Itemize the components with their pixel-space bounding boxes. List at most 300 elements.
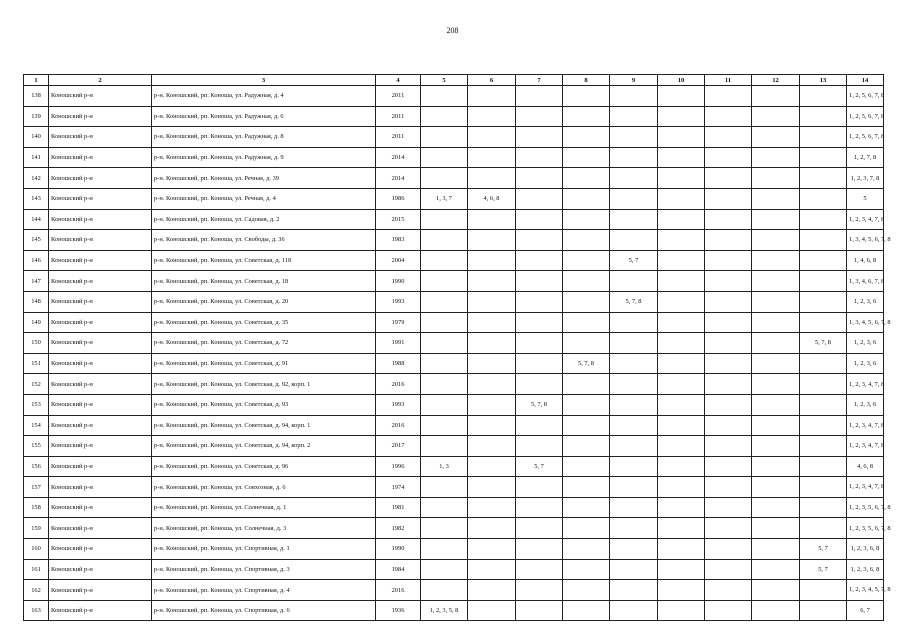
row-number: 158 — [24, 497, 49, 518]
year-cell: 2014 — [376, 147, 421, 168]
col6-cell — [468, 106, 516, 127]
col9-cell — [610, 518, 658, 539]
col5-cell — [421, 86, 468, 107]
col7-cell — [516, 333, 563, 354]
address-cell: р-н. Коношский, рп. Коноша, ул. Советская, д. 118 — [152, 250, 376, 271]
col10-cell — [658, 394, 705, 415]
district-cell: Коношский р-н — [49, 394, 152, 415]
col13-cell — [800, 394, 847, 415]
address-cell: р-н. Коношский, рп. Коноша, ул. Советская, д. 72 — [152, 333, 376, 354]
year-cell: 1986 — [376, 188, 421, 209]
col5-cell — [421, 333, 468, 354]
col7-cell: 5, 7 — [516, 456, 563, 477]
col8-cell — [563, 188, 610, 209]
column-header-4: 4 — [376, 75, 421, 86]
col6-cell — [468, 539, 516, 560]
col10-cell — [658, 271, 705, 292]
col6-cell — [468, 250, 516, 271]
col10-cell — [658, 86, 705, 107]
row-number: 162 — [24, 580, 49, 601]
col5-cell — [421, 477, 468, 498]
col7-cell — [516, 353, 563, 374]
district-cell: Коношский р-н — [49, 312, 152, 333]
col14-cell: 1, 2, 3, 4, 7, 8 — [847, 477, 884, 498]
col11-cell — [705, 127, 752, 148]
address-cell: р-н. Коношский, рп. Коноша, ул. Советская, д. 35 — [152, 312, 376, 333]
row-number: 152 — [24, 374, 49, 395]
col9-cell — [610, 333, 658, 354]
table-row — [24, 127, 884, 148]
year-cell: 1993 — [376, 291, 421, 312]
col5-cell — [421, 580, 468, 601]
col5-cell — [421, 106, 468, 127]
address-cell: р-н. Коношский, рп. Коноша, ул. Советская, д. 20 — [152, 291, 376, 312]
col13-cell — [800, 415, 847, 436]
col13-cell — [800, 106, 847, 127]
col11-cell — [705, 394, 752, 415]
col14-cell: 1, 3, 4, 6, 7, 8 — [847, 271, 884, 292]
col9-cell — [610, 209, 658, 230]
col11-cell — [705, 415, 752, 436]
col8-cell — [563, 600, 610, 621]
row-number: 161 — [24, 559, 49, 580]
col8-cell — [563, 271, 610, 292]
year-cell: 1981 — [376, 497, 421, 518]
col10-cell — [658, 209, 705, 230]
col7-cell: 5, 7, 8 — [516, 394, 563, 415]
col13-cell — [800, 86, 847, 107]
year-cell: 2016 — [376, 415, 421, 436]
col5-cell — [421, 230, 468, 251]
row-number: 160 — [24, 539, 49, 560]
col10-cell — [658, 106, 705, 127]
address-cell: р-н. Коношский, рп. Коноша, ул. Радужная, д. 9 — [152, 147, 376, 168]
year-cell: 2016 — [376, 580, 421, 601]
address-cell: р-н. Коношский, рп. Коноша, ул. Спортивная, д. 1 — [152, 539, 376, 560]
col7-cell — [516, 127, 563, 148]
col13-cell — [800, 188, 847, 209]
col14-cell: 6, 7 — [847, 600, 884, 621]
year-cell: 1936 — [376, 600, 421, 621]
col5-cell — [421, 353, 468, 374]
col8-cell — [563, 250, 610, 271]
col7-cell — [516, 559, 563, 580]
col10-cell — [658, 250, 705, 271]
col12-cell — [752, 539, 800, 560]
year-cell: 2011 — [376, 86, 421, 107]
col5-cell: 1, 3, 7 — [421, 188, 468, 209]
col10-cell — [658, 580, 705, 601]
col9-cell — [610, 127, 658, 148]
table-row — [24, 271, 884, 292]
col11-cell — [705, 209, 752, 230]
district-cell: Коношский р-н — [49, 333, 152, 354]
col12-cell — [752, 559, 800, 580]
col13-cell — [800, 580, 847, 601]
col8-cell — [563, 106, 610, 127]
col14-cell: 1, 2, 3, 6, 8 — [847, 559, 884, 580]
table-row — [24, 291, 884, 312]
col6-cell — [468, 415, 516, 436]
col11-cell — [705, 86, 752, 107]
row-number: 145 — [24, 230, 49, 251]
page-number: 208 — [446, 26, 459, 35]
col5-cell — [421, 127, 468, 148]
col13-cell: 5, 7 — [800, 539, 847, 560]
year-cell: 2016 — [376, 374, 421, 395]
col11-cell — [705, 518, 752, 539]
col6-cell — [468, 209, 516, 230]
col5-cell — [421, 374, 468, 395]
col8-cell — [563, 415, 610, 436]
col5-cell — [421, 147, 468, 168]
col10-cell — [658, 312, 705, 333]
row-number: 148 — [24, 291, 49, 312]
district-cell: Коношский р-н — [49, 209, 152, 230]
col12-cell — [752, 291, 800, 312]
year-cell: 1983 — [376, 230, 421, 251]
col12-cell — [752, 250, 800, 271]
col10-cell — [658, 147, 705, 168]
row-number: 151 — [24, 353, 49, 374]
col6-cell — [468, 456, 516, 477]
row-number: 149 — [24, 312, 49, 333]
col12-cell — [752, 600, 800, 621]
col10-cell — [658, 333, 705, 354]
table-row — [24, 580, 884, 601]
col5-cell — [421, 168, 468, 189]
col7-cell — [516, 291, 563, 312]
district-cell: Коношский р-н — [49, 127, 152, 148]
col11-cell — [705, 147, 752, 168]
col14-cell: 1, 2, 3, 6 — [847, 333, 884, 354]
col7-cell — [516, 168, 563, 189]
col7-cell — [516, 86, 563, 107]
address-cell: р-н. Коношский, рп. Коноша, ул. Радужная, д. 8 — [152, 127, 376, 148]
col8-cell — [563, 168, 610, 189]
year-cell: 1974 — [376, 477, 421, 498]
col13-cell — [800, 147, 847, 168]
table-row — [24, 600, 884, 621]
col8-cell — [563, 230, 610, 251]
col10-cell — [658, 230, 705, 251]
table-body — [24, 86, 891, 621]
col9-cell — [610, 168, 658, 189]
col6-cell: 4, 6, 8 — [468, 188, 516, 209]
table-row — [24, 456, 884, 477]
col7-cell — [516, 147, 563, 168]
year-cell: 2004 — [376, 250, 421, 271]
district-cell: Коношский р-н — [49, 497, 152, 518]
district-cell: Коношский р-н — [49, 436, 152, 457]
col5-cell — [421, 436, 468, 457]
address-cell: р-н. Коношский, рп. Коноша, ул. Речная, д. 4 — [152, 188, 376, 209]
col10-cell — [658, 559, 705, 580]
district-cell: Коношский р-н — [49, 291, 152, 312]
table-row — [24, 394, 884, 415]
col12-cell — [752, 436, 800, 457]
col12-cell — [752, 86, 800, 107]
column-header-2: 2 — [49, 75, 152, 86]
col13-cell — [800, 250, 847, 271]
col14-cell: 1, 2, 3, 5, 6, 7, 8 — [847, 497, 884, 518]
table-row — [24, 374, 884, 395]
address-cell: р-н. Коношский, рп. Коноша, ул. Солнечная, д. 3 — [152, 518, 376, 539]
col12-cell — [752, 394, 800, 415]
col8-cell — [563, 147, 610, 168]
col12-cell — [752, 415, 800, 436]
row-number: 140 — [24, 127, 49, 148]
col10-cell — [658, 188, 705, 209]
col12-cell — [752, 497, 800, 518]
col12-cell — [752, 106, 800, 127]
col5-cell — [421, 291, 468, 312]
col8-cell — [563, 394, 610, 415]
district-cell: Коношский р-н — [49, 168, 152, 189]
column-header-1: 1 — [24, 75, 49, 86]
col13-cell: 5, 7, 8 — [800, 333, 847, 354]
row-number: 141 — [24, 147, 49, 168]
col9-cell — [610, 497, 658, 518]
col11-cell — [705, 436, 752, 457]
address-cell: р-н. Коношский, рп. Коноша, ул. Советская, д. 92, корп. 1 — [152, 374, 376, 395]
col10-cell — [658, 600, 705, 621]
col11-cell — [705, 250, 752, 271]
col11-cell — [705, 456, 752, 477]
col8-cell — [563, 333, 610, 354]
col11-cell — [705, 477, 752, 498]
col12-cell — [752, 188, 800, 209]
row-number: 139 — [24, 106, 49, 127]
table-row — [24, 250, 884, 271]
col13-cell — [800, 477, 847, 498]
col9-cell — [610, 539, 658, 560]
col11-cell — [705, 353, 752, 374]
col10-cell — [658, 127, 705, 148]
col12-cell — [752, 477, 800, 498]
col8-cell — [563, 580, 610, 601]
col11-cell — [705, 230, 752, 251]
col8-cell — [563, 312, 610, 333]
col9-cell — [610, 559, 658, 580]
col12-cell — [752, 353, 800, 374]
column-header-13: 13 — [800, 75, 847, 86]
district-cell: Коношский р-н — [49, 188, 152, 209]
column-header-6: 6 — [468, 75, 516, 86]
year-cell: 2015 — [376, 209, 421, 230]
year-cell: 1990 — [376, 539, 421, 560]
col5-cell — [421, 312, 468, 333]
col8-cell — [563, 209, 610, 230]
column-header-5: 5 — [421, 75, 468, 86]
col7-cell — [516, 209, 563, 230]
col12-cell — [752, 168, 800, 189]
col5-cell — [421, 209, 468, 230]
col5-cell — [421, 539, 468, 560]
district-cell: Коношский р-н — [49, 415, 152, 436]
district-cell: Коношский р-н — [49, 106, 152, 127]
col9-cell — [610, 353, 658, 374]
row-number: 153 — [24, 394, 49, 415]
col13-cell — [800, 230, 847, 251]
col14-cell: 1, 2, 3, 4, 7, 8 — [847, 374, 884, 395]
col7-cell — [516, 230, 563, 251]
col8-cell — [563, 436, 610, 457]
row-number: 156 — [24, 456, 49, 477]
address-cell: р-н. Коношский, рп. Коноша, ул. Советская, д. 93 — [152, 394, 376, 415]
col14-cell: 1, 3, 4, 5, 6, 7, 8 — [847, 312, 884, 333]
col14-cell: 4, 6, 8 — [847, 456, 884, 477]
col11-cell — [705, 600, 752, 621]
table-row — [24, 559, 884, 580]
address-cell: р-н. Коношский, рп. Коноша, ул. Советская, д. 94, корп. 1 — [152, 415, 376, 436]
district-cell: Коношский р-н — [49, 86, 152, 107]
col8-cell — [563, 127, 610, 148]
col7-cell — [516, 271, 563, 292]
col9-cell — [610, 147, 658, 168]
col12-cell — [752, 230, 800, 251]
address-cell: р-н. Коношский, рп. Коноша, ул. Спортивная, д. 4 — [152, 580, 376, 601]
col13-cell — [800, 291, 847, 312]
col5-cell — [421, 271, 468, 292]
col7-cell — [516, 580, 563, 601]
address-cell: р-н. Коношский, рп. Коноша, ул. Спортивная, д. 6 — [152, 600, 376, 621]
col14-cell: 1, 2, 3, 6 — [847, 291, 884, 312]
col12-cell — [752, 333, 800, 354]
col7-cell — [516, 600, 563, 621]
col5-cell — [421, 518, 468, 539]
address-cell: р-н. Коношский, рп. Коноша, ул. Советская, д. 94, корп. 2 — [152, 436, 376, 457]
col6-cell — [468, 477, 516, 498]
col8-cell — [563, 497, 610, 518]
col6-cell — [468, 291, 516, 312]
column-header-8: 8 — [563, 75, 610, 86]
col14-cell: 1, 3, 4, 5, 6, 7, 8 — [847, 230, 884, 251]
year-cell: 1991 — [376, 333, 421, 354]
year-cell: 1988 — [376, 353, 421, 374]
row-number: 147 — [24, 271, 49, 292]
address-cell: р-н. Коношский, рп. Коноша, ул. Садовая, д. 2 — [152, 209, 376, 230]
col8-cell — [563, 559, 610, 580]
col9-cell — [610, 312, 658, 333]
col8-cell — [563, 518, 610, 539]
year-cell: 1990 — [376, 271, 421, 292]
table-row — [24, 86, 884, 107]
column-header-14: 14 — [847, 75, 884, 86]
col13-cell — [800, 600, 847, 621]
col6-cell — [468, 518, 516, 539]
table-row — [24, 147, 884, 168]
table-row — [24, 230, 884, 251]
col7-cell — [516, 415, 563, 436]
col6-cell — [468, 230, 516, 251]
col11-cell — [705, 106, 752, 127]
col9-cell — [610, 580, 658, 601]
table-row — [24, 209, 884, 230]
col12-cell — [752, 580, 800, 601]
year-cell: 2017 — [376, 436, 421, 457]
table-row — [24, 188, 884, 209]
table-row — [24, 333, 884, 354]
col14-cell: 1, 2, 5, 6, 7, 8 — [847, 86, 884, 107]
col14-cell: 1, 2, 3, 4, 7, 8 — [847, 436, 884, 457]
col13-cell: 5, 7 — [800, 559, 847, 580]
col13-cell — [800, 127, 847, 148]
col6-cell — [468, 127, 516, 148]
col7-cell — [516, 518, 563, 539]
col10-cell — [658, 497, 705, 518]
col8-cell — [563, 291, 610, 312]
table-row — [24, 415, 884, 436]
col8-cell — [563, 539, 610, 560]
col12-cell — [752, 127, 800, 148]
col10-cell — [658, 436, 705, 457]
col11-cell — [705, 312, 752, 333]
column-header-3: 3 — [152, 75, 376, 86]
col11-cell — [705, 271, 752, 292]
address-cell: р-н. Коношский, рп. Коноша, ул. Солнечная, д. 1 — [152, 497, 376, 518]
row-number: 138 — [24, 86, 49, 107]
col9-cell — [610, 374, 658, 395]
district-cell: Коношский р-н — [49, 477, 152, 498]
col6-cell — [468, 312, 516, 333]
address-cell: р-н. Коношский, рп. Коноша, ул. Советская, д. 18 — [152, 271, 376, 292]
col6-cell — [468, 147, 516, 168]
year-cell: 1979 — [376, 312, 421, 333]
col6-cell — [468, 497, 516, 518]
col14-cell: 1, 2, 3, 6 — [847, 394, 884, 415]
col14-cell: 1, 2, 5, 6, 7, 8 — [847, 127, 884, 148]
col10-cell — [658, 456, 705, 477]
col6-cell — [468, 374, 516, 395]
row-number: 155 — [24, 436, 49, 457]
col10-cell — [658, 374, 705, 395]
col13-cell — [800, 436, 847, 457]
col6-cell — [468, 394, 516, 415]
table-row — [24, 353, 884, 374]
col6-cell — [468, 86, 516, 107]
col13-cell — [800, 168, 847, 189]
district-cell: Коношский р-н — [49, 353, 152, 374]
column-header-11: 11 — [705, 75, 752, 86]
col10-cell — [658, 539, 705, 560]
col5-cell — [421, 559, 468, 580]
table-row — [24, 477, 884, 498]
district-cell: Коношский р-н — [49, 600, 152, 621]
row-number: 143 — [24, 188, 49, 209]
col14-cell: 1, 2, 3, 4, 5, 7, 8 — [847, 580, 884, 601]
table-row — [24, 539, 884, 560]
col11-cell — [705, 580, 752, 601]
col9-cell: 5, 7, 8 — [610, 291, 658, 312]
col13-cell — [800, 312, 847, 333]
table-row — [24, 497, 884, 518]
col12-cell — [752, 271, 800, 292]
col9-cell — [610, 188, 658, 209]
table-row — [24, 168, 884, 189]
col10-cell — [658, 353, 705, 374]
col11-cell — [705, 333, 752, 354]
row-number: 163 — [24, 600, 49, 621]
col7-cell — [516, 436, 563, 457]
district-cell: Коношский р-н — [49, 539, 152, 560]
address-cell: р-н. Коношский, рп. Коноша, ул. Речная, д. 39 — [152, 168, 376, 189]
column-header-10: 10 — [658, 75, 705, 86]
col5-cell — [421, 394, 468, 415]
year-cell: 1996 — [376, 456, 421, 477]
table-row — [24, 312, 884, 333]
col7-cell — [516, 539, 563, 560]
